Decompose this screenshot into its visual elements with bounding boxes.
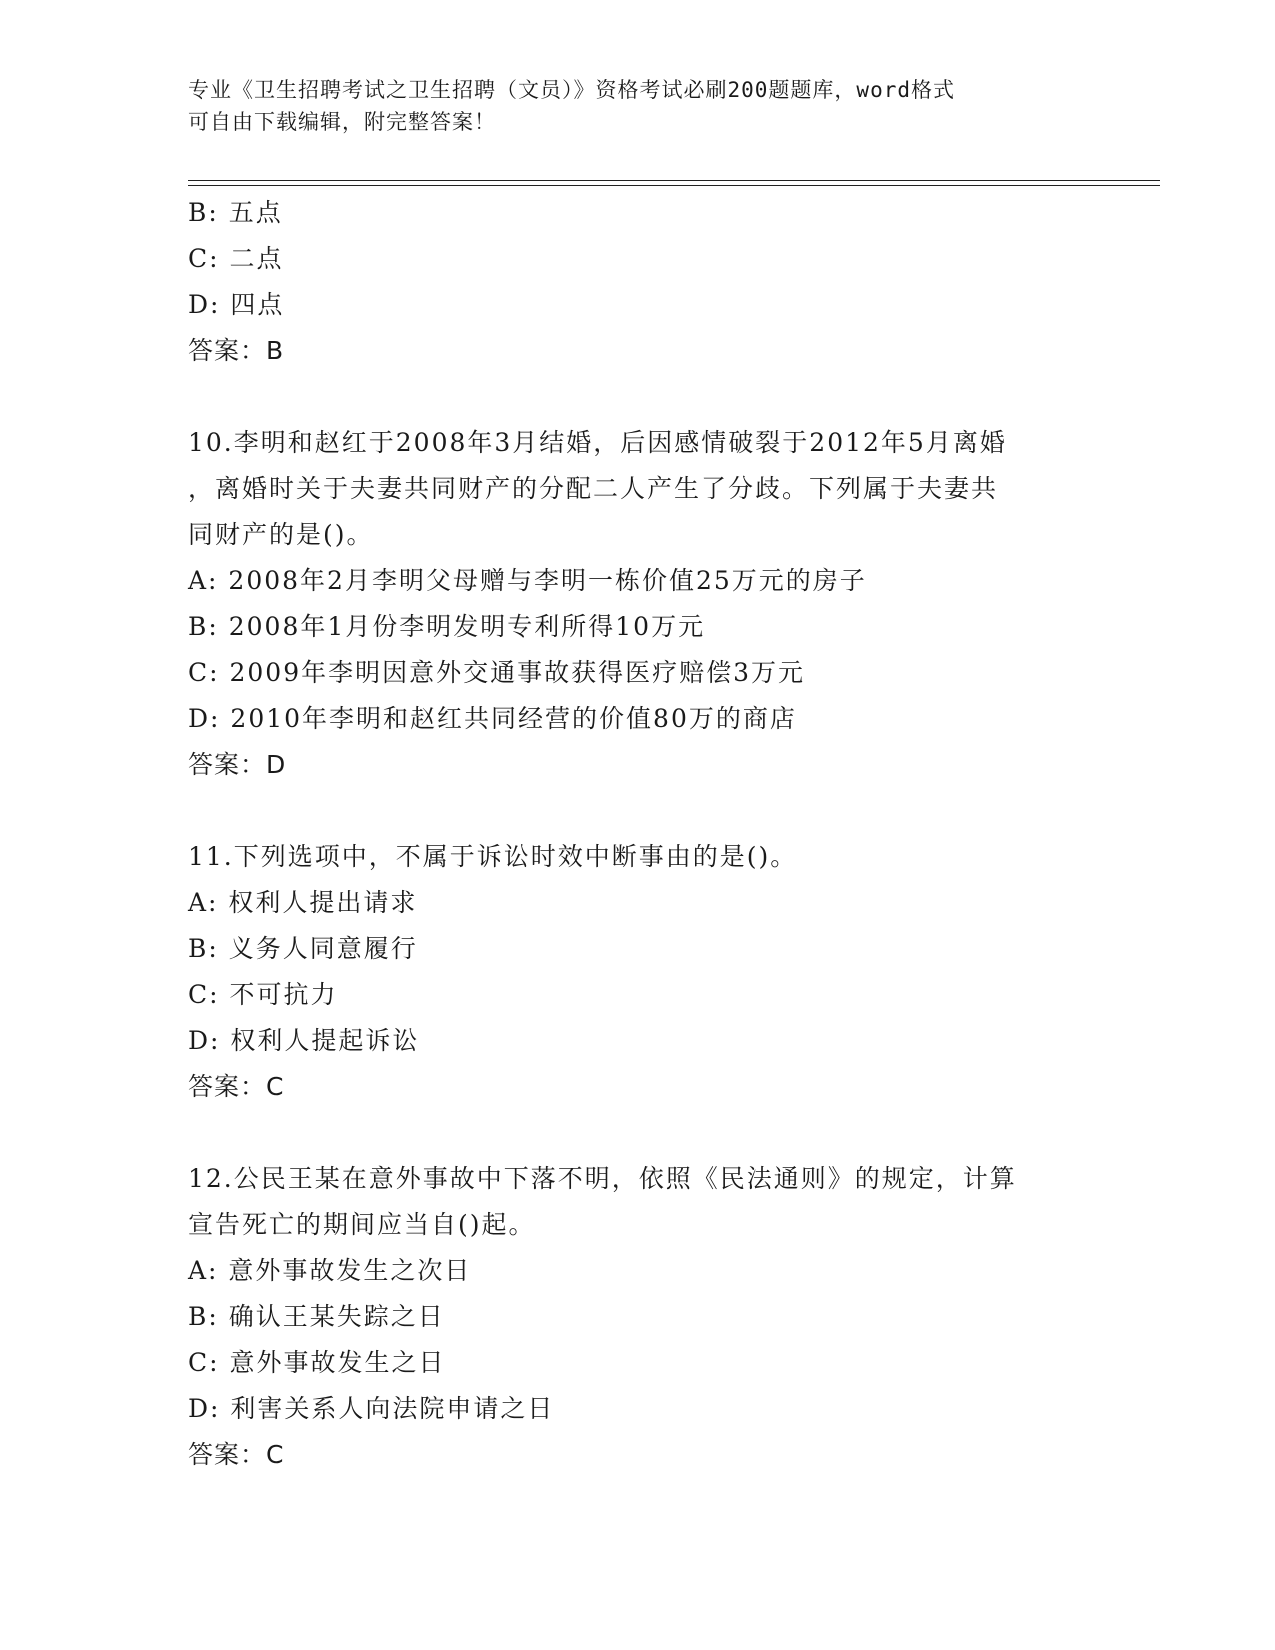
question-stem: ，离婚时关于夫妻共同财产的分配二人产生了分歧。下列属于夫妻共 <box>188 474 999 503</box>
option-b: B: 2008年1月份李明发明专利所得10万元 <box>188 612 706 641</box>
spacer <box>188 788 1088 834</box>
question-stem: 12.公民王某在意外事故中下落不明，依照《民法通则》的规定，计算 <box>188 1164 1017 1193</box>
option-b: B: 义务人同意履行 <box>188 934 418 963</box>
answer-line: 答案：C <box>188 1440 285 1469</box>
document-header <box>188 74 1068 138</box>
question-content <box>188 190 1088 1478</box>
option-a: A: 权利人提出请求 <box>188 888 418 917</box>
option-c: C: 意外事故发生之日 <box>188 1348 446 1377</box>
option-d: D: 2010年李明和赵红共同经营的价值80万的商店 <box>188 704 797 733</box>
option-b: B: 确认王某失踪之日 <box>188 1302 445 1331</box>
question-stem: 11.下列选项中，不属于诉讼时效中断事由的是()。 <box>188 842 798 871</box>
option-d: D: 权利人提起诉讼 <box>188 1026 420 1055</box>
header-divider-top <box>188 180 1160 181</box>
option-c: C: 二点 <box>188 244 284 273</box>
question-stem: 同财产的是()。 <box>188 520 374 549</box>
option-d: D: 四点 <box>188 290 285 319</box>
question-stem: 10.李明和赵红于2008年3月结婚，后因感情破裂于2012年5月离婚 <box>188 428 1007 457</box>
question-11 <box>188 834 1088 1110</box>
header-title-line-1: 专业《卫生招聘考试之卫生招聘（文员）》资格考试必刷200题题库，word格式 <box>188 78 955 102</box>
spacer <box>188 374 1088 420</box>
answer-line: 答案：B <box>188 336 285 365</box>
header-title-line-2: 可自由下载编辑，附完整答案！ <box>188 110 496 134</box>
question-12 <box>188 1156 1088 1478</box>
option-a: A: 意外事故发生之次日 <box>188 1256 472 1285</box>
option-a: A: 2008年2月李明父母赠与李明一栋价值25万元的房子 <box>188 566 867 595</box>
header-divider-bottom <box>188 185 1160 186</box>
question-stem: 宣告死亡的期间应当自()起。 <box>188 1210 536 1239</box>
option-c: C: 2009年李明因意外交通事故获得医疗赔偿3万元 <box>188 658 806 687</box>
option-c: C: 不可抗力 <box>188 980 338 1009</box>
question-10 <box>188 420 1088 788</box>
option-b: B: 五点 <box>188 198 283 227</box>
answer-line: 答案：D <box>188 750 287 779</box>
spacer <box>188 1110 1088 1156</box>
option-d: D: 利害关系人向法院申请之日 <box>188 1394 555 1423</box>
answer-line: 答案：C <box>188 1072 285 1101</box>
